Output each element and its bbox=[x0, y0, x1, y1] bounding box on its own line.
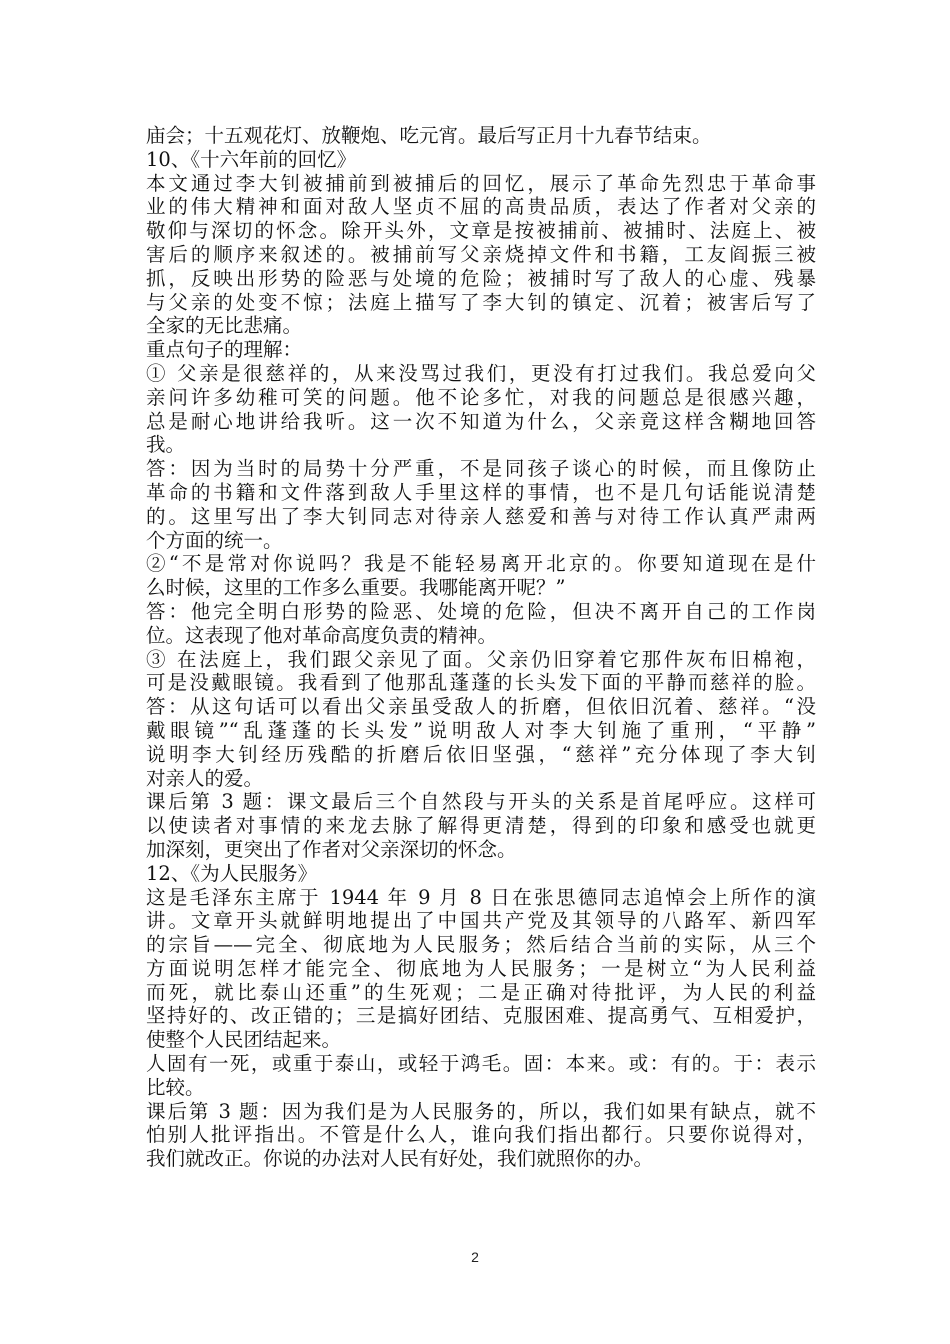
text-line: 么时候，这里的工作多么重要。我哪能离开呢？” bbox=[146, 576, 566, 600]
text-line: 答：从这句话可以看出父亲虽受敌人的折磨，但依旧沉着、慈祥。“没 bbox=[146, 695, 816, 719]
text-line: 而死，就比泰山还重”的生死观；二是正确对待批评，为人民的利益 bbox=[146, 980, 816, 1004]
text-line: 业的伟大精神和面对敌人坚贞不屈的高贵品质，表达了作者对父亲的 bbox=[146, 195, 816, 219]
text-line: 庙会；十五观花灯、放鞭炮、吃元宵。最后写正月十九春节结束。 bbox=[146, 124, 712, 147]
text-line: 总是耐心地讲给我听。这一次不知道为什么，父亲竟这样含糊地回答 bbox=[146, 409, 816, 433]
text-line: 使整个人民团结起来。 bbox=[146, 1028, 342, 1052]
text-line: 这是毛泽东主席于 1944 年 9 月 8 日在张思德同志追悼会上所作的演 bbox=[146, 885, 816, 909]
text-line: 的。这里写出了李大钊同志对待亲人慈爱和善与对待工作认真严肃两 bbox=[146, 504, 816, 528]
text-line: 敬仰与深切的怀念。除开头外，文章是按被捕前、被捕时、法庭上、被 bbox=[146, 219, 816, 243]
text-line: 害后的顺序来叙述的。被捕前写父亲烧掉文件和书籍，工友阎振三被 bbox=[146, 242, 816, 266]
text-line: 课后第 3 题：课文最后三个自然段与开头的关系是首尾呼应。这样可 bbox=[146, 790, 816, 814]
text-line: 答：他完全明白形势的险恶、处境的危险，但决不离开自己的工作岗 bbox=[146, 599, 816, 623]
text-line: 加深刻，更突出了作者对父亲深切的怀念。 bbox=[146, 837, 517, 861]
section-heading: 12、《为人民服务》 bbox=[146, 861, 318, 885]
text-line: 我。 bbox=[146, 433, 186, 457]
text-line: 讲。文章开头就鲜明地提出了中国共产党及其领导的八路军、新四军 bbox=[146, 909, 816, 933]
text-line: 我们就改正。你说的办法对人民有好处，我们就照你的办。 bbox=[146, 1147, 654, 1171]
text-line: 全家的无比悲痛。 bbox=[146, 314, 303, 338]
text-line: 戴眼镜”“乱蓬蓬的长头发”说明敌人对李大钊施了重刑，“平静” bbox=[146, 718, 816, 742]
text-line: 抓，反映出形势的险恶与处境的危险；被捕时写了敌人的心虚、残暴 bbox=[146, 266, 816, 290]
subheading: 重点句子的理解： bbox=[146, 338, 303, 362]
page-number: 2 bbox=[471, 1249, 479, 1265]
page-body bbox=[146, 124, 816, 1171]
text-line: 本文通过李大钊被捕前到被捕后的回忆，展示了革命先烈忠于革命事 bbox=[146, 171, 816, 195]
text-line: 坚持好的、改正错的；三是搞好团结、克服困难、提高勇气、互相爱护， bbox=[146, 1004, 816, 1028]
text-line: 位。这表现了他对革命高度负责的精神。 bbox=[146, 623, 498, 647]
text-line: 革命的书籍和文件落到敌人手里这样的事情，也不是几句话能说清楚 bbox=[146, 480, 816, 504]
text-line: 人固有一死，或重于泰山，或轻于鸿毛。固：本来。或：有的。于：表示 bbox=[146, 1052, 816, 1076]
text-line: 答：因为当时的局势十分严重，不是同孩子谈心的时候，而且像防止 bbox=[146, 457, 816, 481]
text-line: 方面说明怎样才能完全、彻底地为人民服务；一是树立“为人民利益 bbox=[146, 956, 816, 980]
text-line: 与父亲的处变不惊；法庭上描写了李大钊的镇定、沉着；被害后写了 bbox=[146, 290, 816, 314]
text-line: ③ 在法庭上，我们跟父亲见了面。父亲仍旧穿着它那件灰布旧棉袍， bbox=[146, 647, 816, 671]
text-line: 亲问许多幼稚可笑的问题。他不论多忙，对我的问题总是很感兴趣， bbox=[146, 385, 816, 409]
text-line: 比较。 bbox=[146, 1075, 205, 1099]
text-line: 个方面的统一。 bbox=[146, 528, 283, 552]
text-line: 的宗旨——完全、彻底地为人民服务；然后结合当前的实际，从三个 bbox=[146, 933, 816, 957]
text-line: ②“不是常对你说吗？我是不能轻易离开北京的。你要知道现在是什 bbox=[146, 552, 816, 576]
text-line: 对亲人的爱。 bbox=[146, 766, 264, 790]
section-heading: 10、《十六年前的回忆》 bbox=[146, 147, 357, 171]
text-line: 可是没戴眼镜。我看到了他那乱蓬蓬的长头发下面的平静而慈祥的脸。 bbox=[146, 671, 816, 695]
text-line: 以使读者对事情的来龙去脉了解得更清楚，得到的印象和感受也就更 bbox=[146, 814, 816, 838]
text-line: 课后第 3 题：因为我们是为人民服务的，所以，我们如果有缺点，就不 bbox=[146, 1099, 816, 1123]
text-line: 怕别人批评指出。不管是什么人，谁向我们指出都行。只要你说得对， bbox=[146, 1123, 816, 1147]
text-line: 说明李大钊经历残酷的折磨后依旧坚强，“慈祥”充分体现了李大钊 bbox=[146, 742, 816, 766]
text-line: ① 父亲是很慈祥的，从来没骂过我们，更没有打过我们。我总爱向父 bbox=[146, 361, 816, 385]
